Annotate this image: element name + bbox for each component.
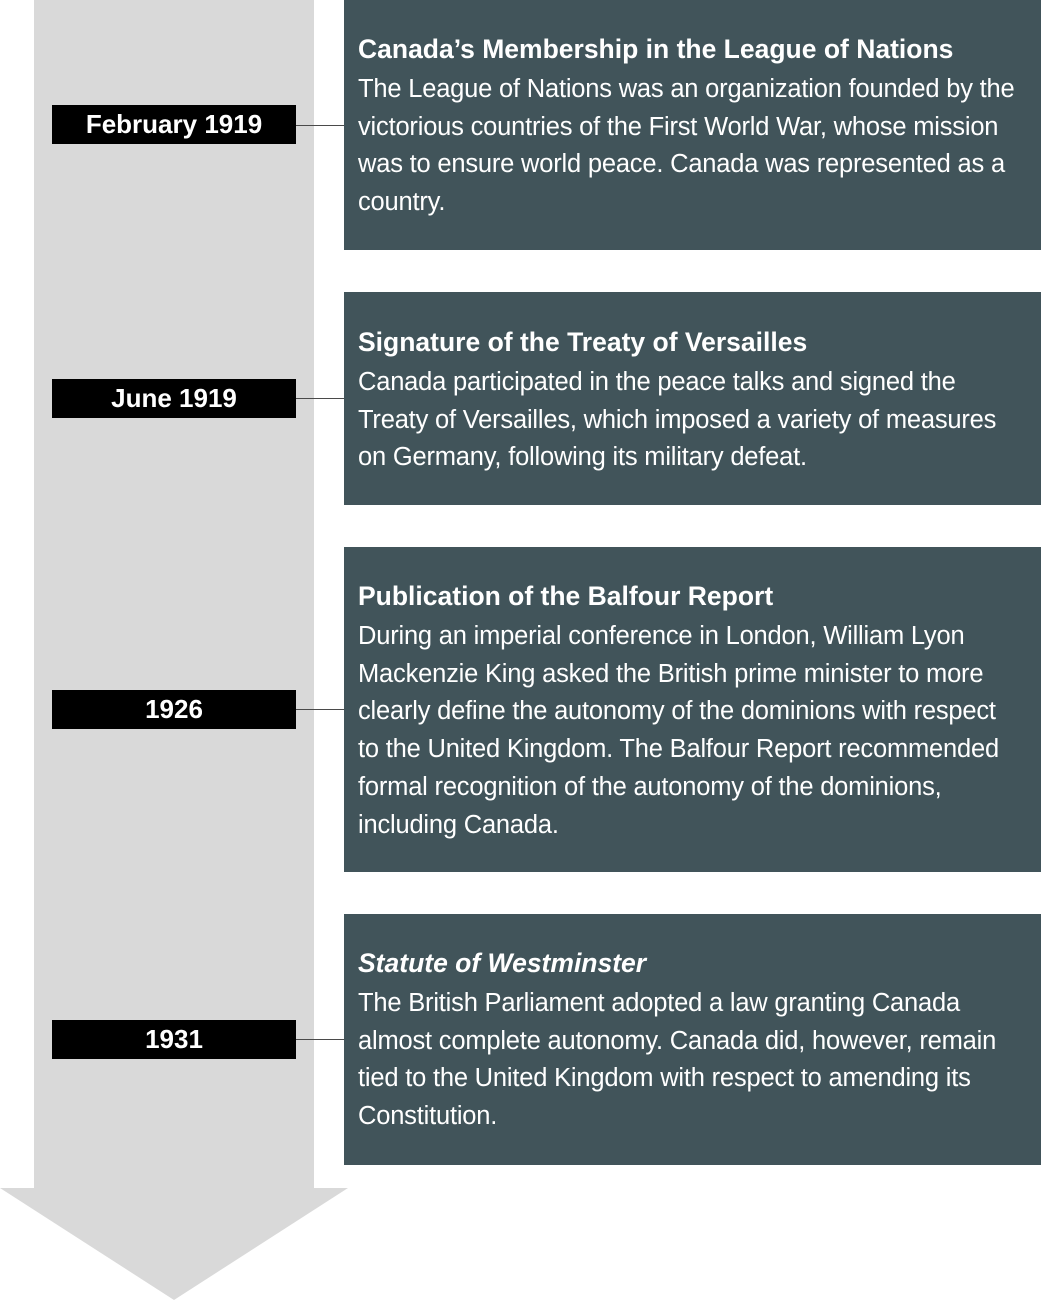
event-box-treaty-of-versailles (344, 292, 1041, 505)
connector-line (296, 709, 344, 710)
event-description: During an imperial conference in London, William Lyon Mackenzie King asked the British prime minister to more clearly define the autonomy of the dominions with respect to the United Kingdom. The Balfour Report recommended formal recognition of the autonomy of the dominions, including Canada. (358, 622, 999, 839)
event-box-league-of-nations (344, 0, 1041, 250)
connector-line (296, 1039, 344, 1040)
date-label-june-1919: June 1919 (52, 379, 296, 418)
event-title: Statute of Westminster (358, 948, 647, 978)
event-description: The League of Nations was an organization founded by the victorious countries of the First World War, whose mission was to ensure world peace. Canada was represented as a country. (358, 75, 1015, 217)
event-title: Signature of the Treaty of Versailles (358, 327, 808, 357)
timeline-arrow-head (0, 1188, 348, 1300)
event-title: Canada’s Membership in the League of Nations (358, 34, 954, 64)
event-title: Publication of the Balfour Report (358, 581, 774, 611)
date-label-1931: 1931 (52, 1020, 296, 1059)
event-description: The British Parliament adopted a law granting Canada almost complete autonomy. Canada did, however, remain tied to the United Kingdom with respect to amending its Constitution. (358, 989, 997, 1131)
event-box-balfour-report (344, 547, 1041, 872)
date-label-1926: 1926 (52, 690, 296, 729)
connector-line (296, 398, 344, 399)
timeline-arrow-shaft (34, 0, 314, 1190)
event-box-statute-of-westminster (344, 914, 1041, 1165)
connector-line (296, 125, 344, 126)
event-description: Canada participated in the peace talks and signed the Treaty of Versailles, which imposed a variety of measures on Germany, following its military defeat. (358, 368, 997, 472)
date-label-february-1919: February 1919 (52, 105, 296, 144)
